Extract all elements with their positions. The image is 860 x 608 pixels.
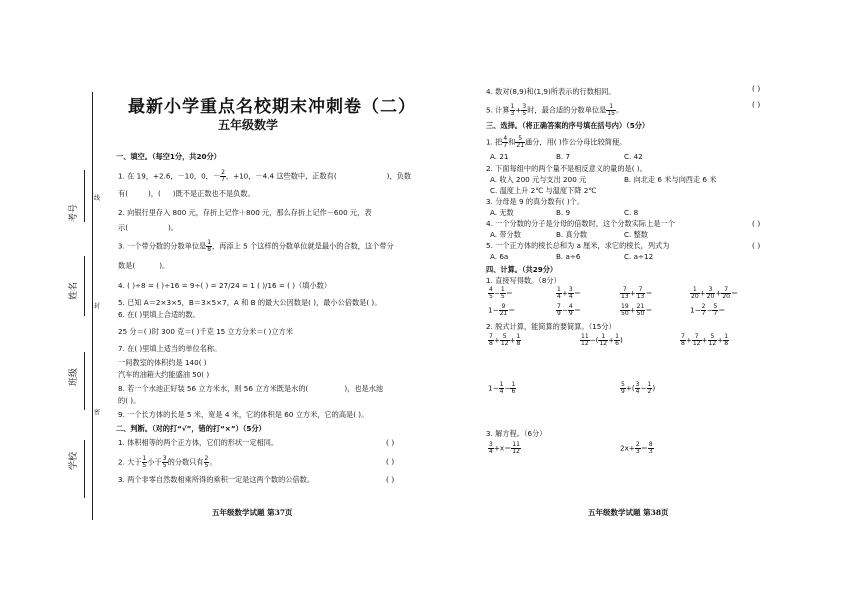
fraction: $\frac{2}{7}$ xyxy=(221,169,225,183)
name-underline-school xyxy=(84,440,85,498)
question-3: 3. 一个带分数的分数单位是 $\frac{1}{8}$ ，再添上 5 个这样的分数单位就是最小的合数，这个带分 xyxy=(118,239,394,253)
question-6-units: 25 分＝( )时 300 克＝( )千克 15 立方分米＝( )立方米 xyxy=(118,327,293,336)
calc-item: $\frac{7}{9}$ − $\frac{4}{9}$ ＝ xyxy=(557,303,581,317)
equation-title: 3. 解方程。（6分） xyxy=(486,429,547,438)
fraction: $\frac{1}{8}$ xyxy=(207,239,212,253)
exam-subtitle: 五年级数学 xyxy=(218,118,279,132)
choice-3-opt-c: C. 8 xyxy=(624,208,639,217)
fraction: $\frac{1}{3}$ xyxy=(510,103,515,117)
binding-mark-xian: 线 xyxy=(94,195,101,202)
question-4: 4. ( )÷8 = ( )÷16 = 9÷( ) = 27/24 = 1 ( )/16 = ( )（填小数） xyxy=(118,281,332,290)
name-underline-name xyxy=(84,256,85,316)
choice-1-opt-c: C. 42 xyxy=(624,152,643,161)
fraction: $\frac{2}{5}$ xyxy=(204,455,209,469)
choice-5: 5. 一个正方体的棱长总和为 a 厘米，求它的棱长，列式为 xyxy=(486,241,670,250)
choice-4-opt-b: B. 真分数 xyxy=(556,230,588,239)
judge-1: 1. 体积相等的两个正方体，它们的形状一定相同。 xyxy=(118,438,279,447)
question-1-line2: 有( )，( )既不是正数也不是负数。 xyxy=(118,189,255,198)
calc-direct-title: 1. 直接写得数。（8分） xyxy=(486,276,561,285)
calc-item: $\frac{11}{12}$ −( $\frac{1}{12}$ + $\frac{1}{6}$ ) xyxy=(581,333,623,347)
judge-4: 4. 数对(8,9)和(1,9)所表示的行数相同。 xyxy=(486,87,616,96)
judge-2: 2. 大于 $\frac{1}{5}$ 小于 $\frac{3}{5}$ 的分数只有 $\frac{2}{5}$ 。 xyxy=(118,455,217,469)
question-8: 8. 若一个水池正好装 56 立方米水，则 56 立方米既是水的( )，也是水池 xyxy=(118,384,384,393)
school-label: 学校 xyxy=(69,451,79,470)
exam-title: 最新小学重点名校期末冲刺卷（二） xyxy=(128,97,416,117)
fraction: $\frac{4}{7}$ xyxy=(503,135,508,149)
question-8-line2: 的( )。 xyxy=(118,396,141,405)
question-3-line2: 数是( )。 xyxy=(118,261,170,270)
right-footer: 五年级数学试题 第38页 xyxy=(588,508,669,517)
choice-4-answer[interactable]: ( ) xyxy=(752,219,761,228)
name-underline-class xyxy=(84,352,85,410)
fraction: $\frac{5}{21}$ xyxy=(516,135,525,149)
question-1: 1. 在 19，+2.6，－10，0，－ $\frac{2}{7}$ ，+10，－4.4 这些数中，正数有( )，负数 xyxy=(118,169,412,183)
choice-4: 4. 一个分数的分子是分母的倍数时，这个分数实际上是一个 xyxy=(486,219,675,228)
question-7a: 一间教室的体积约是 140( ) xyxy=(118,358,207,367)
choice-3-opt-b: B. 9 xyxy=(556,208,571,217)
equation-2: 2x+ $\frac{2}{3}$ ＝ $\frac{8}{3}$ xyxy=(620,441,653,455)
choice-5-answer[interactable]: ( ) xyxy=(752,241,761,250)
section-calculation: 四、计算。（共29分） xyxy=(486,265,558,274)
section-fill-blank: 一、填空。（每空1分，共20分） xyxy=(116,152,221,161)
choice-5-opt-b: B. a÷6 xyxy=(556,252,581,261)
choice-4-opt-a: A. 带分数 xyxy=(490,230,521,239)
section-true-false: 二、判断。（对的打“√”，错的打“×”）（5分） xyxy=(116,424,266,433)
question-5: 5. 已知 A＝2×3×5，B＝3×5×7，A 和 B 的最大公因数是( )，最小公倍数是( )。 xyxy=(118,298,382,307)
choice-5-opt-c: C. a÷12 xyxy=(624,252,654,261)
name-label: 姓名 xyxy=(69,281,79,300)
judge-3: 3. 两个非零自然数相乘所得的乘积一定是这两个数的公倍数。 xyxy=(118,475,315,484)
calc-item: 1− $\frac{1}{4}$ − $\frac{1}{6}$ xyxy=(488,381,516,395)
calc-item: $\frac{19}{50}$ + $\frac{21}{50}$ ＝ xyxy=(621,303,653,317)
choice-2-opt-c: C. 温度上升 2℃ 与温度下降 2℃ xyxy=(490,186,597,195)
calc-item: $\frac{1}{4}$ + $\frac{3}{4}$ ＝ xyxy=(557,286,581,300)
class-label: 班级 xyxy=(69,367,79,386)
fraction: $\frac{3}{5}$ xyxy=(162,455,167,469)
calc-item: $\frac{5}{9}$ +( $\frac{3}{4}$ − $\frac{1}{2}$ ) xyxy=(621,381,656,395)
choice-1-opt-a: A. 21 xyxy=(490,152,509,161)
right-top-answer-1[interactable]: ( ) xyxy=(752,84,761,93)
fraction: $\frac{3}{5}$ xyxy=(522,103,527,117)
question-6: 6. 在( )里填上合适的数。 xyxy=(118,310,200,319)
judge-2-answer[interactable]: ( ) xyxy=(386,457,395,466)
choice-3-opt-a: A. 无数 xyxy=(490,208,514,217)
question-7b: 汽车的油箱大约能盛油 50( ) xyxy=(118,370,210,379)
calc-stepwise-title: 2. 脱式计算，能简算的要简算。（15分） xyxy=(486,322,616,331)
equation-1: $\frac{3}{4}$ +x＝ $\frac{11}{12}$ xyxy=(489,441,520,455)
choice-2-opt-a: A. 收入 200 元与支出 200 元 xyxy=(490,175,587,184)
fraction: $\frac{1}{15}$ xyxy=(607,103,615,117)
calc-item: $\frac{7}{8}$ + $\frac{5}{12}$ + $\frac{1}{8}$ xyxy=(489,333,521,347)
judge-3-answer[interactable]: ( ) xyxy=(386,475,395,484)
choice-5-opt-a: A. 6a xyxy=(490,252,509,261)
left-footer: 五年级数学试题 第37页 xyxy=(212,508,293,517)
binding-mark-feng: 封 xyxy=(94,303,101,310)
question-9: 9. 一个长方体的长是 5 米，宽是 4 米，它的体积是 60 立方米，它的高是( )。 xyxy=(118,410,369,419)
question-2: 2. 向银行里存入 800 元，存折上记作＋800 元，那么存折上记作－600 元，表 xyxy=(118,208,372,217)
choice-2: 2. 下面每组中的两个量不是相反意义的量的是( )。 xyxy=(486,164,647,173)
fraction: $\frac{1}{5}$ xyxy=(142,455,147,469)
exam-no-label: 考号 xyxy=(69,203,79,222)
judge-1-answer[interactable]: ( ) xyxy=(386,438,395,447)
choice-1: 1. 把 $\frac{4}{7}$ 和 $\frac{5}{21}$ 通分，用( )作公分母比较简便。 xyxy=(486,135,627,149)
binding-mark-mi: 密 xyxy=(94,409,101,416)
calc-item: $\frac{7}{13}$ + $\frac{7}{13}$ ＝ xyxy=(621,286,653,300)
choice-4-opt-c: C. 整数 xyxy=(624,230,648,239)
calc-item: $\frac{4}{5}$ − $\frac{1}{5}$ ＝ xyxy=(489,286,513,300)
question-2-line2: 示( )。 xyxy=(118,223,178,232)
name-underline-exam xyxy=(84,170,85,222)
calc-item: $\frac{7}{8}$ + $\frac{7}{12}$ + $\frac{5}{12}$ + $\frac{1}{8}$ xyxy=(681,333,729,347)
judge-4-answer[interactable]: ( ) xyxy=(752,100,761,109)
section-choice: 三、选择。（将正确答案的序号填在括号内）（5分） xyxy=(486,121,650,130)
judge-5: 5. 计算 $\frac{1}{3}$ + $\frac{3}{5}$ 时，最合适的分数单位是 $\frac{1}{15}$ 。 xyxy=(486,103,624,117)
choice-2-opt-b: B. 向北走 6 米与向西走 6 米 xyxy=(624,175,717,184)
calc-item: 1− $\frac{9}{21}$ ＝ xyxy=(488,303,516,317)
choice-1-opt-b: B. 7 xyxy=(556,152,571,161)
calc-item: $\frac{1}{20}$ + $\frac{3}{20}$ + $\frac{7}{20}$ ＝ xyxy=(691,286,739,300)
choice-3: 3. 分母是 9 的真分数有( )个。 xyxy=(486,197,585,206)
calc-item: 1− $\frac{2}{7}$ − $\frac{5}{7}$ ＝ xyxy=(690,303,726,317)
binding-line xyxy=(92,92,93,520)
question-7: 7. 在( )里填上适当的单位名称。 xyxy=(118,344,222,353)
